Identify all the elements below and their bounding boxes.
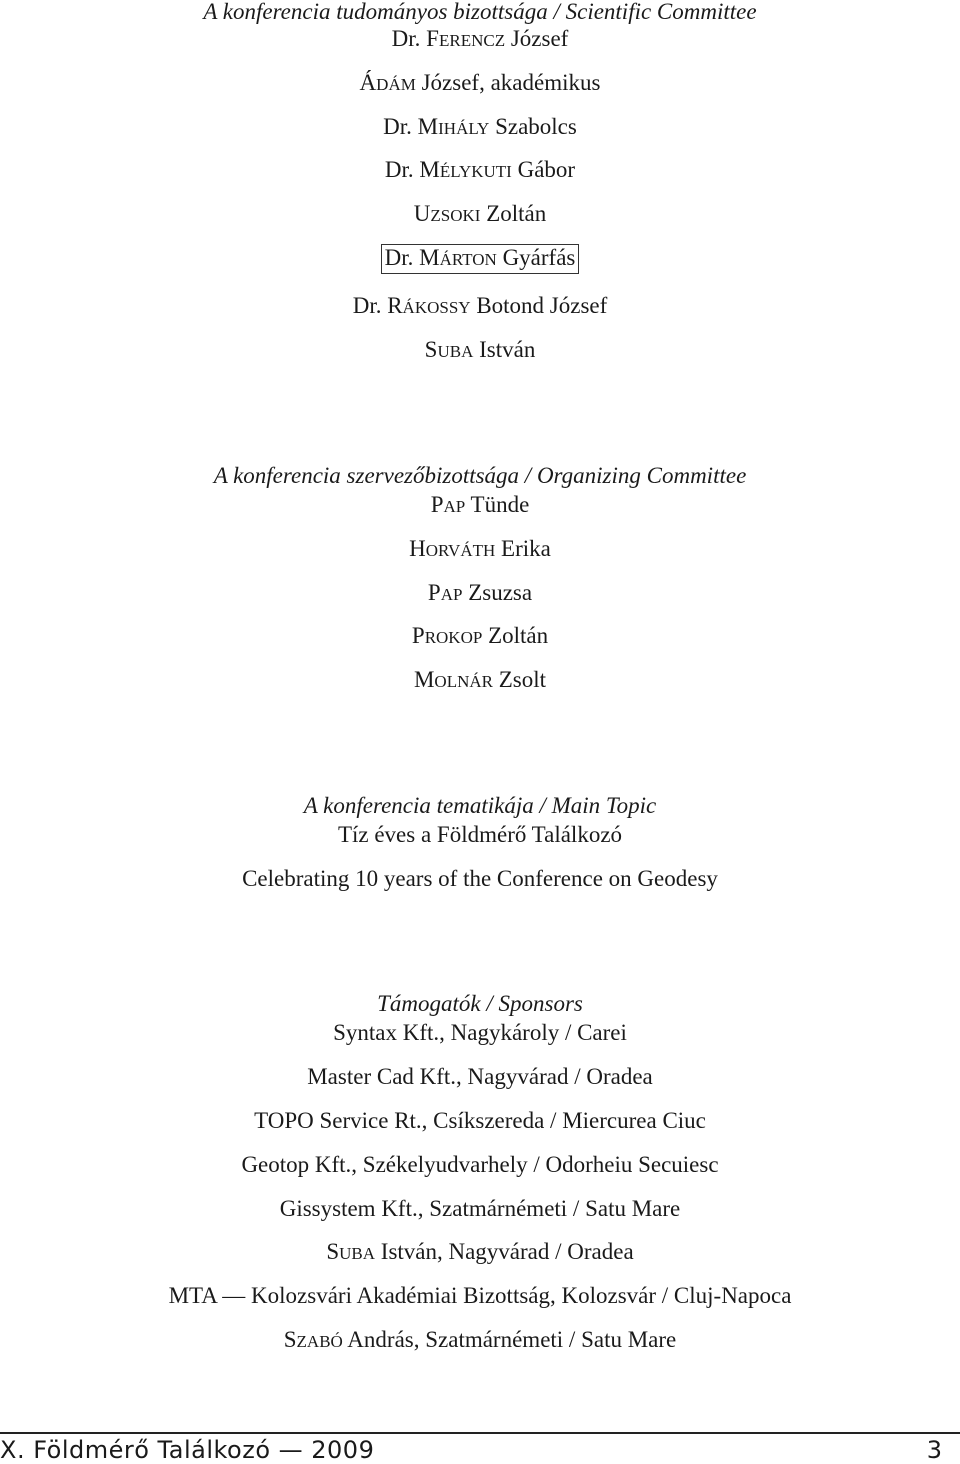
- scientific-member: [0, 113, 960, 143]
- scientific-committee-heading: A konferencia tudományos bizottsága / Scientific Committee: [203, 0, 757, 24]
- sponsor-item: Syntax Kft., Nagykároly / Carei: [333, 1020, 627, 1045]
- sponsor-item: MTA — Kolozsvári Akadémiai Bizottság, Kolozsvár / Cluj-Napoca: [168, 1283, 792, 1308]
- organizing-committee-heading: A konferencia szervezőbizottsága / Organizing Committee: [213, 463, 747, 488]
- sponsor-surname-rest: UBA: [339, 1244, 376, 1263]
- organizing-member: [0, 666, 960, 696]
- member-given-name: Zoltán: [482, 623, 549, 648]
- scientific-member: [0, 200, 960, 230]
- member-surname-initial: U: [413, 201, 431, 226]
- main-topic-heading: A konferencia tematikája / Main Topic: [303, 793, 657, 818]
- member-title: Dr.: [384, 157, 420, 182]
- member-surname-rest: IHÁLY: [438, 119, 490, 138]
- member-surname-initial: M: [419, 157, 440, 182]
- member-surname-rest: AP: [443, 497, 466, 516]
- sponsor-item: Geotop Kft., Székelyudvarhely / Odorheiu Secuiesc: [241, 1152, 719, 1177]
- member-given-name: József, akadémikus: [415, 70, 601, 95]
- topic-hungarian: Tíz éves a Földmérő Találkozó: [337, 822, 623, 847]
- scientific-member: [0, 25, 960, 55]
- scientific-member: [0, 69, 960, 99]
- member-surname-rest: OLNÁR: [434, 672, 493, 691]
- member-surname-rest: ROKOP: [424, 628, 483, 647]
- page-footer: [0, 1437, 960, 1464]
- member-given-name: József: [505, 26, 569, 51]
- member-title: Dr.: [384, 245, 420, 270]
- footer-divider: [0, 1432, 960, 1434]
- member-given-name: Tünde: [465, 492, 530, 517]
- sponsor-item: [0, 1326, 960, 1356]
- scientific-member: [0, 244, 960, 274]
- member-surname-rest: DÁM: [376, 75, 416, 94]
- member-given-name: Erika: [495, 536, 551, 561]
- organizing-member: [0, 622, 960, 652]
- member-surname-rest: UBA: [437, 342, 474, 361]
- member-surname-initial: P: [430, 492, 444, 517]
- topic-english: Celebrating 10 years of the Conference on Geodesy: [242, 866, 718, 891]
- sponsor-surname-rest: ZABÓ: [296, 1332, 343, 1351]
- scientific-member: [0, 336, 960, 366]
- member-surname-initial: R: [387, 293, 403, 318]
- member-title: Dr.: [383, 114, 418, 139]
- member-surname-rest: ÉLYKUTI: [439, 162, 512, 181]
- page-number: 3: [926, 1436, 942, 1464]
- member-surname-initial: H: [409, 536, 426, 561]
- member-given-name: Zoltán: [480, 201, 547, 226]
- sponsor-surname-initial: S: [326, 1239, 340, 1264]
- member-surname-initial: P: [411, 623, 425, 648]
- scientific-member: [0, 156, 960, 186]
- member-surname-rest: ÁRTON: [439, 250, 497, 269]
- member-title: Dr.: [352, 293, 388, 318]
- member-given-name: Gábor: [511, 157, 576, 182]
- member-surname-initial: S: [424, 337, 438, 362]
- member-surname-rest: ZSOKI: [430, 206, 481, 225]
- highlighted-name-box: [381, 244, 580, 274]
- sponsor-item: Master Cad Kft., Nagyvárad / Oradea: [307, 1064, 653, 1089]
- sponsor-surname-initial: S: [283, 1327, 297, 1352]
- member-given-name: Gyárfás: [496, 245, 576, 270]
- sponsor-item: TOPO Service Rt., Csíkszereda / Miercurea Ciuc: [254, 1108, 706, 1133]
- organizing-member: [0, 491, 960, 521]
- member-given-name: Zsolt: [492, 667, 547, 692]
- member-surname-rest: ERENCZ: [438, 31, 506, 50]
- sponsor-details: András, Szatmárnémeti / Satu Mare: [342, 1327, 677, 1352]
- member-surname-rest: AP: [440, 585, 463, 604]
- member-surname-initial: P: [427, 580, 441, 605]
- member-surname-initial: M: [419, 245, 440, 270]
- member-surname-initial: M: [413, 667, 435, 692]
- member-surname-rest: ÁKOSSY: [402, 298, 471, 317]
- sponsors-heading: Támogatók / Sponsors: [377, 991, 583, 1016]
- member-surname-rest: ORVÁTH: [425, 541, 496, 560]
- footer-title: X. Földmérő Találkozó — 2009: [0, 1436, 375, 1464]
- member-given-name: Szabolcs: [489, 114, 577, 139]
- scientific-member: [0, 292, 960, 322]
- member-given-name: István: [473, 337, 536, 362]
- member-surname-initial: M: [417, 114, 439, 139]
- member-surname-initial: Á: [359, 70, 377, 95]
- member-title: Dr.: [391, 26, 427, 51]
- member-given-name: Zsuzsa: [462, 580, 533, 605]
- sponsor-item: Gissystem Kft., Szatmárnémeti / Satu Mare: [279, 1196, 681, 1221]
- organizing-member: [0, 535, 960, 565]
- organizing-member: [0, 579, 960, 609]
- member-given-name: Botond József: [470, 293, 608, 318]
- member-surname-initial: F: [426, 26, 439, 51]
- sponsor-details: István, Nagyvárad / Oradea: [375, 1239, 634, 1264]
- sponsor-item: [0, 1238, 960, 1268]
